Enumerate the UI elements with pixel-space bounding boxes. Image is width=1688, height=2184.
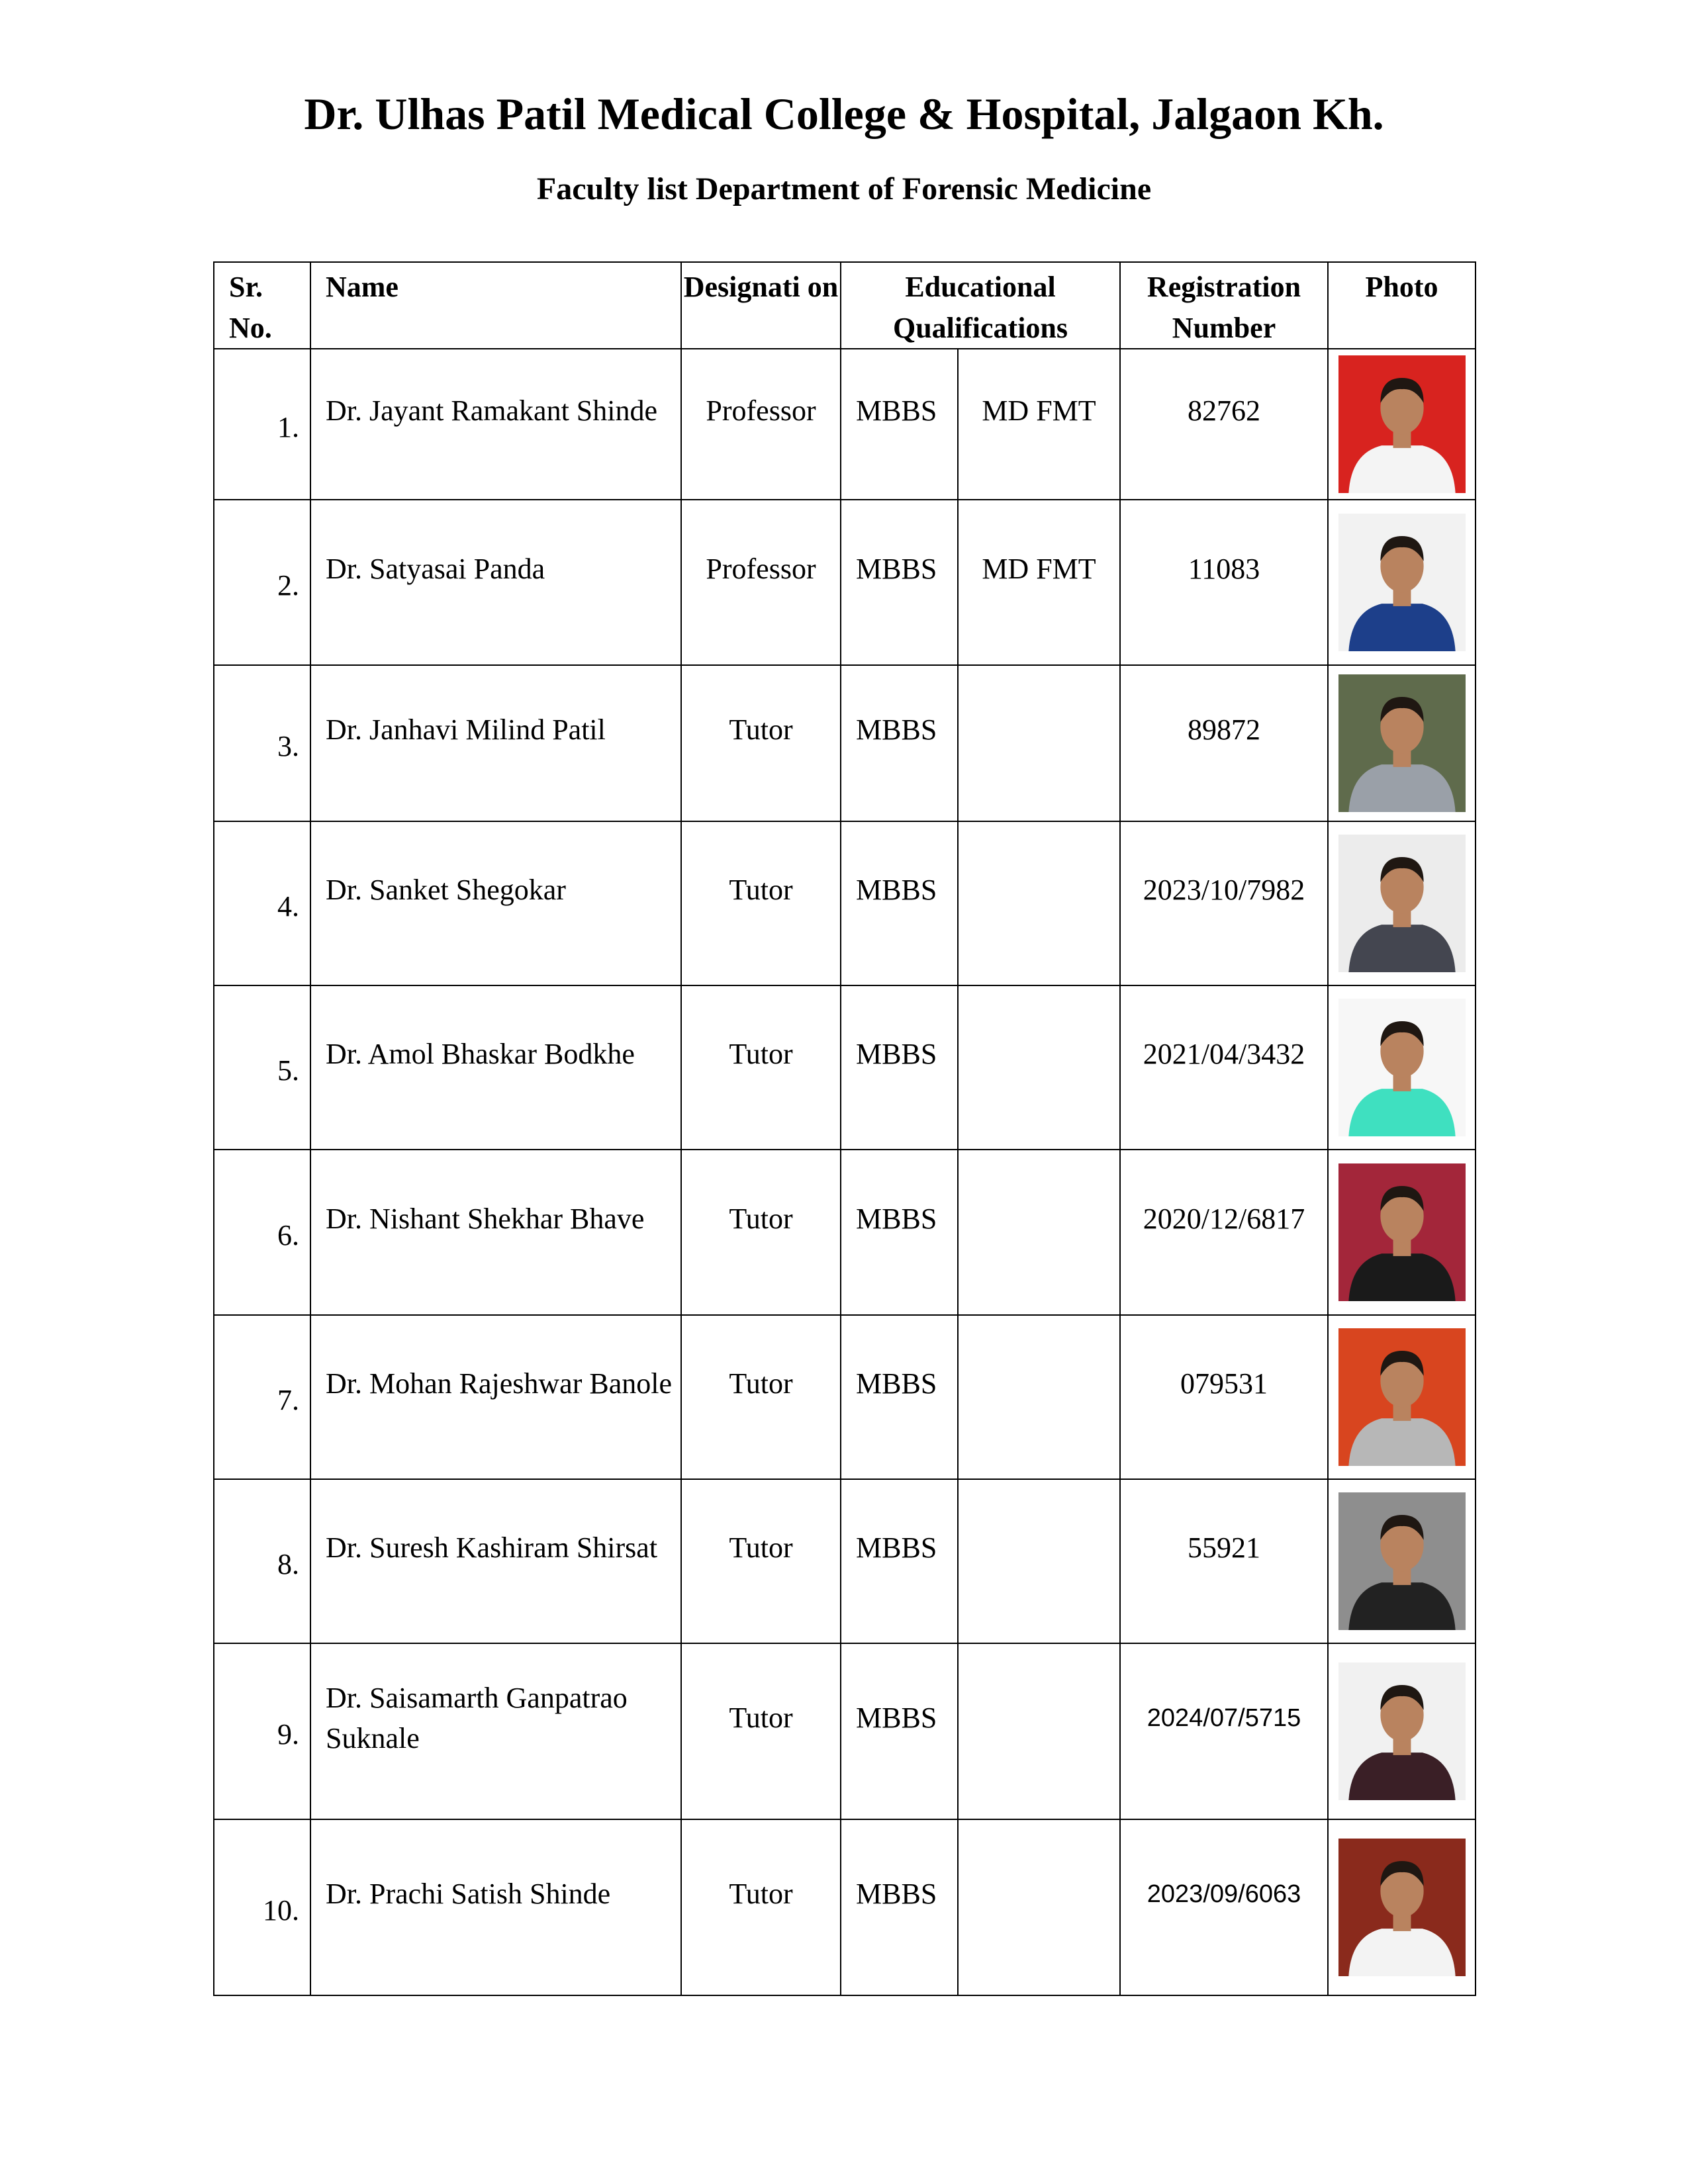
faculty-photo [1338, 1163, 1466, 1301]
designation-cell: Tutor [681, 1315, 841, 1479]
table-row [214, 1643, 1476, 1819]
qualification-secondary-cell: MD FMT [958, 500, 1120, 665]
qualification-primary-cell: MBBS [841, 1315, 958, 1479]
sr-no-cell: 7. [214, 1315, 310, 1479]
name-cell: Dr. Janhavi Milind Patil [310, 665, 681, 821]
name-cell: Dr. Satyasai Panda [310, 500, 681, 665]
sr-no-cell: 9. [214, 1643, 310, 1819]
photo-cell [1328, 500, 1476, 665]
designation-cell: Tutor [681, 665, 841, 821]
designation-cell: Professor [681, 349, 841, 500]
table-row [214, 821, 1476, 985]
table-row [214, 985, 1476, 1150]
sr-no-cell: 4. [214, 821, 310, 985]
photo-cell [1328, 349, 1476, 500]
header-photo: Photo [1328, 262, 1476, 349]
registration-cell: 89872 [1120, 665, 1328, 821]
qualification-secondary-cell [958, 1643, 1120, 1819]
faculty-photo [1338, 1328, 1466, 1466]
faculty-photo [1338, 514, 1466, 651]
name-cell: Dr. Jayant Ramakant Shinde [310, 349, 681, 500]
name-cell: Dr. Saisamarth Ganpatrao Suknale [310, 1643, 681, 1819]
sr-no-cell: 1. [214, 349, 310, 500]
qualification-primary-cell: MBBS [841, 349, 958, 500]
registration-cell: 2023/09/6063 [1120, 1819, 1328, 1995]
sr-no-cell: 6. [214, 1150, 310, 1315]
designation-cell: Tutor [681, 985, 841, 1150]
qualification-primary-cell: MBBS [841, 821, 958, 985]
photo-cell [1328, 1315, 1476, 1479]
faculty-photo [1338, 999, 1466, 1136]
faculty-photo [1338, 1492, 1466, 1630]
qualification-primary-cell: MBBS [841, 665, 958, 821]
qualification-primary-cell: MBBS [841, 1479, 958, 1643]
registration-cell: 2021/04/3432 [1120, 985, 1328, 1150]
table-row [214, 1315, 1476, 1479]
registration-cell: 2023/10/7982 [1120, 821, 1328, 985]
sr-no-cell: 3. [214, 665, 310, 821]
qualification-primary-cell: MBBS [841, 1150, 958, 1315]
page-subtitle: Faculty list Department of Forensic Medicine [536, 171, 1152, 206]
table-row [214, 500, 1476, 665]
photo-cell [1328, 985, 1476, 1150]
faculty-table [213, 261, 1476, 1996]
qualification-secondary-cell [958, 665, 1120, 821]
photo-cell [1328, 821, 1476, 985]
photo-cell [1328, 1479, 1476, 1643]
header-educational-qualifications: Educational Qualifications [841, 262, 1120, 349]
name-cell: Dr. Nishant Shekhar Bhave [310, 1150, 681, 1315]
qualification-primary-cell: MBBS [841, 500, 958, 665]
qualification-primary-cell: MBBS [841, 1643, 958, 1819]
page-title: Dr. Ulhas Patil Medical College & Hospital, Jalgaon Kh. [304, 89, 1384, 139]
registration-cell: 079531 [1120, 1315, 1328, 1479]
name-cell: Dr. Suresh Kashiram Shirsat [310, 1479, 681, 1643]
photo-cell [1328, 665, 1476, 821]
table-row [214, 1819, 1476, 1995]
sr-no-cell: 10. [214, 1819, 310, 1995]
table-row [214, 349, 1476, 500]
table-row [214, 1150, 1476, 1315]
faculty-photo [1338, 1662, 1466, 1800]
registration-cell: 55921 [1120, 1479, 1328, 1643]
designation-cell: Tutor [681, 1643, 841, 1819]
name-cell: Dr. Mohan Rajeshwar Banole [310, 1315, 681, 1479]
qualification-secondary-cell: MD FMT [958, 349, 1120, 500]
table-header-row [214, 262, 1476, 349]
qualification-secondary-cell [958, 1819, 1120, 1995]
header-registration-number: Registration Number [1120, 262, 1328, 349]
designation-cell: Tutor [681, 1479, 841, 1643]
registration-cell: 11083 [1120, 500, 1328, 665]
faculty-photo [1338, 835, 1466, 972]
sr-no-cell: 8. [214, 1479, 310, 1643]
name-cell: Dr. Prachi Satish Shinde [310, 1819, 681, 1995]
name-cell: Dr. Sanket Shegokar [310, 821, 681, 985]
designation-cell: Tutor [681, 1150, 841, 1315]
qualification-secondary-cell [958, 1150, 1120, 1315]
designation-cell: Tutor [681, 1819, 841, 1995]
registration-cell: 2020/12/6817 [1120, 1150, 1328, 1315]
name-cell: Dr. Amol Bhaskar Bodkhe [310, 985, 681, 1150]
photo-cell [1328, 1643, 1476, 1819]
designation-cell: Professor [681, 500, 841, 665]
header-sr-no: Sr. No. [214, 262, 310, 349]
photo-cell [1328, 1150, 1476, 1315]
qualification-secondary-cell [958, 985, 1120, 1150]
sr-no-cell: 5. [214, 985, 310, 1150]
header-designation: Designati on [681, 262, 841, 349]
faculty-photo [1338, 674, 1466, 812]
designation-cell: Tutor [681, 821, 841, 985]
qualification-primary-cell: MBBS [841, 1819, 958, 1995]
table-row [214, 665, 1476, 821]
photo-cell [1328, 1819, 1476, 1995]
faculty-photo [1338, 1839, 1466, 1976]
sr-no-cell: 2. [214, 500, 310, 665]
table-row [214, 1479, 1476, 1643]
qualification-primary-cell: MBBS [841, 985, 958, 1150]
qualification-secondary-cell [958, 1479, 1120, 1643]
faculty-photo [1338, 355, 1466, 493]
qualification-secondary-cell [958, 1315, 1120, 1479]
qualification-secondary-cell [958, 821, 1120, 985]
registration-cell: 2024/07/5715 [1120, 1643, 1328, 1819]
header-name: Name [310, 262, 681, 349]
registration-cell: 82762 [1120, 349, 1328, 500]
